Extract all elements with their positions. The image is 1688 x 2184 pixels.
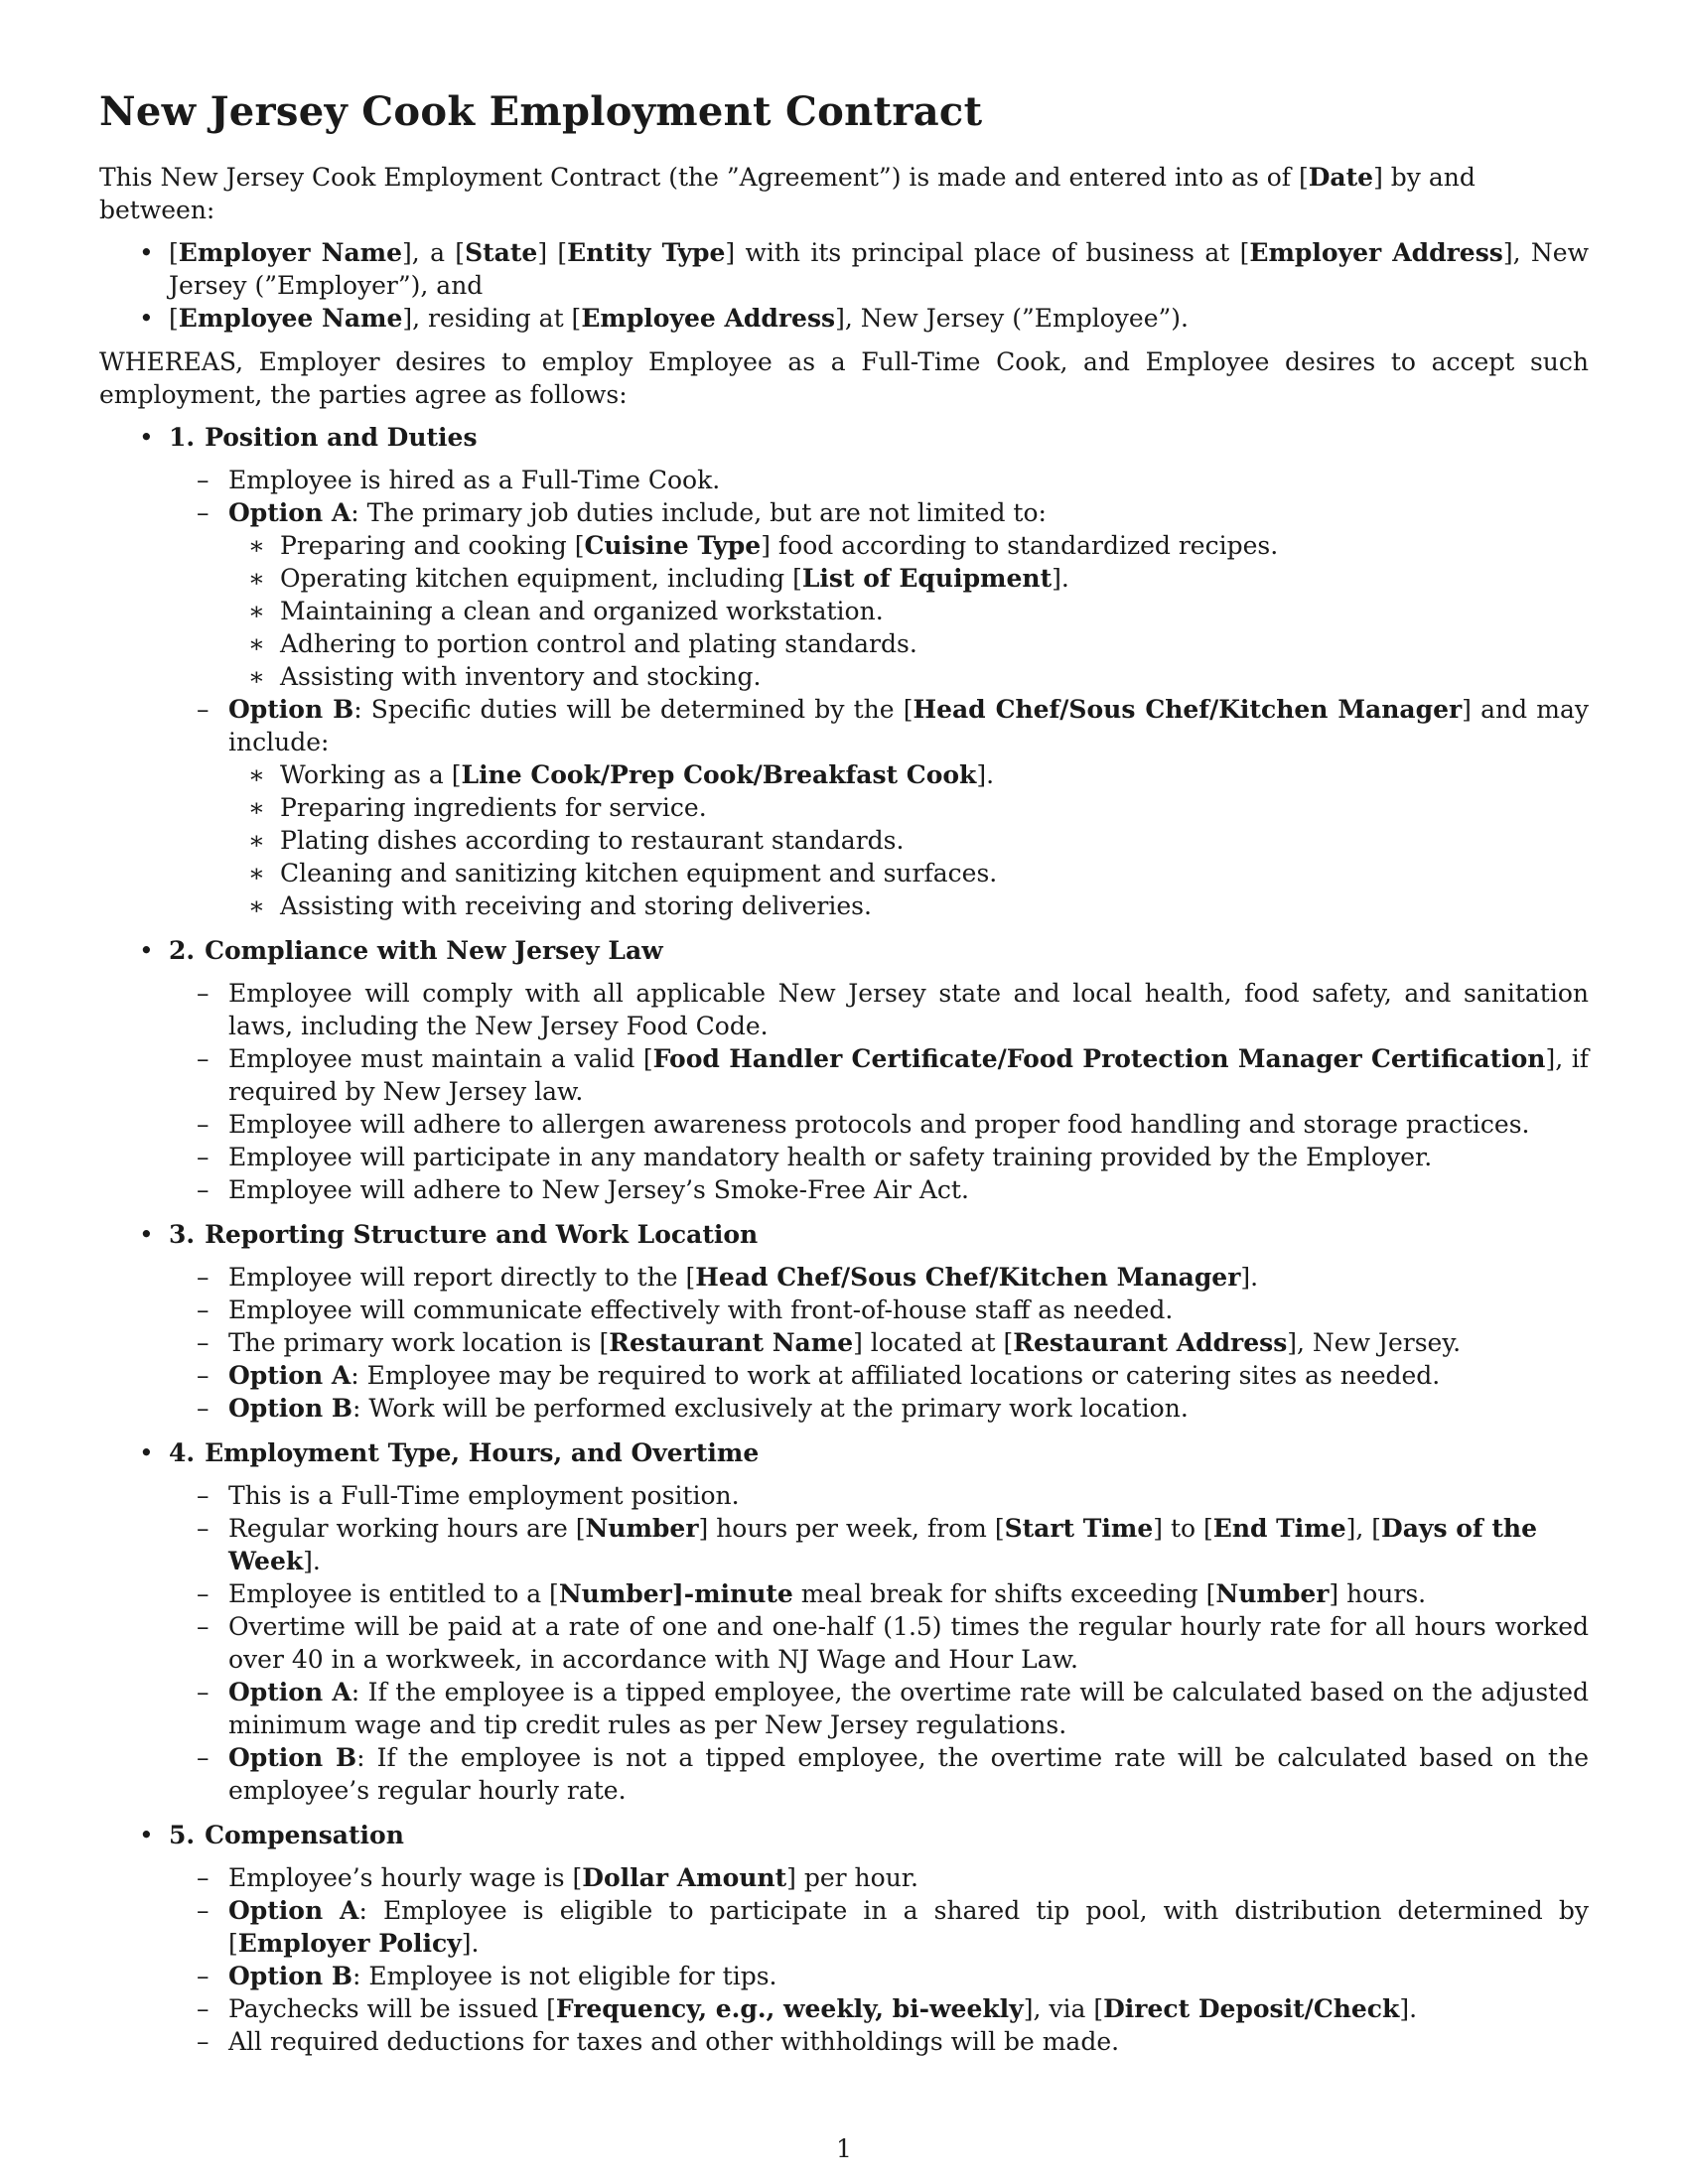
list-item: – Paychecks will be issued [Frequency, e.g., weekly, bi-weekly], via [Direct Deposit/Check]. xyxy=(169,1992,1589,2025)
option-b: – Option B: Employee is not eligible for tips. xyxy=(169,1960,1589,1992)
section-2-heading: • 2. Compliance with New Jersey Law xyxy=(169,936,663,965)
list-item: ∗ Assisting with receiving and storing deliveries. xyxy=(228,889,1589,922)
list-item: ∗ Preparing and cooking [Cuisine Type] food according to standardized recipes. xyxy=(228,529,1589,562)
intro-paragraph: This New Jersey Cook Employment Contract (the ”Agreement”) is made and entered into as of [Date] by and between: xyxy=(99,163,1476,224)
list-item: – Employee will participate in any mandatory health or safety training provided by the Employer. xyxy=(169,1141,1589,1173)
section-5 xyxy=(99,1819,1589,2058)
list-item: – Overtime will be paid at a rate of one and one-half (1.5) times the regular hourly rate for all hours worked over 40 in a workweek, in accordance with NJ Wage and Hour Law. xyxy=(169,1610,1589,1676)
whereas-paragraph: WHEREAS, Employer desires to employ Employee as a Full-Time Cook, and Employee desires to accept such employment, the parties agree as follows: xyxy=(99,347,1589,409)
list-item: ∗ Working as a [Line Cook/Prep Cook/Breakfast Cook]. xyxy=(228,758,1589,791)
section-3 xyxy=(99,1218,1589,1425)
parties-list xyxy=(99,236,1589,335)
list-item: ∗ Assisting with inventory and stocking. xyxy=(228,660,1589,693)
party-employer: • [Employer Name], a [State] [Entity Type] with its principal place of business at [Employer Address], New Jersey (”Employer”), and xyxy=(99,236,1589,302)
option-b: – Option B: Work will be performed exclusively at the primary work location. xyxy=(169,1392,1589,1425)
list-item: – All required deductions for taxes and other withholdings will be made. xyxy=(169,2025,1589,2058)
list-item: – Employee will communicate effectively with front-of-house staff as needed. xyxy=(169,1294,1589,1326)
option-a: – Option A: The primary job duties include, but are not limited to: ∗ Preparing and cooking [Cuisine Type] food according to standardized recipes. ∗ Operating kitchen equipment, including [List of Equipment]. ∗ Maintaining a clean and organized workstation. ∗ Adhering to portion control and plating standards. ∗ Assisting with inventory and stocking. xyxy=(169,496,1589,693)
list-item: – Employee will report directly to the [Head Chef/Sous Chef/Kitchen Manager]. xyxy=(169,1261,1589,1294)
list-item: – Employee will adhere to New Jersey’s Smoke-Free Air Act. xyxy=(169,1173,1589,1206)
list-item: ∗ Operating kitchen equipment, including [List of Equipment]. xyxy=(228,562,1589,595)
option-b: – Option B: Specific duties will be determined by the [Head Chef/Sous Chef/Kitchen Manager] and may include: ∗ Working as a [Line Cook/Prep Cook/Breakfast Cook]. ∗ Preparing ingredients for service. ∗ Plating dishes according to restaurant standards. ∗ Cleaning and sanitizing kitchen equipment and surfaces. ∗ Assisting with receiving and storing deliveries. xyxy=(169,693,1589,922)
option-a: – Option A: Employee may be required to work at affiliated locations or catering sites as needed. xyxy=(169,1359,1589,1392)
list-item: ∗ Cleaning and sanitizing kitchen equipment and surfaces. xyxy=(228,857,1589,889)
option-b: – Option B: If the employee is not a tipped employee, the overtime rate will be calculated based on the employee’s regular hourly rate. xyxy=(169,1741,1589,1807)
section-1 xyxy=(99,421,1589,922)
list-item: – Employee will comply with all applicable New Jersey state and local health, food safety, and sanitation laws, including the New Jersey Food Code. xyxy=(169,977,1589,1042)
list-item: ∗ Adhering to portion control and plating standards. xyxy=(228,627,1589,660)
list-item: – Employee is hired as a Full-Time Cook. xyxy=(169,464,1589,496)
list-item: – This is a Full-Time employment position. xyxy=(169,1479,1589,1512)
document-title: New Jersey Cook Employment Contract xyxy=(99,88,983,135)
section-1-heading: • 1. Position and Duties xyxy=(169,423,478,452)
section-2 xyxy=(99,934,1589,1206)
list-item: – Regular working hours are [Number] hours per week, from [Start Time] to [End Time], [Days of the Week]. xyxy=(169,1512,1589,1577)
section-3-heading: • 3. Reporting Structure and Work Location xyxy=(169,1220,759,1249)
list-item: – Employee will adhere to allergen awareness protocols and proper food handling and storage practices. xyxy=(169,1108,1589,1141)
section-4 xyxy=(99,1436,1589,1807)
list-item: ∗ Preparing ingredients for service. xyxy=(228,791,1589,824)
list-item: ∗ Maintaining a clean and organized workstation. xyxy=(228,595,1589,627)
list-item: – Employee’s hourly wage is [Dollar Amount] per hour. xyxy=(169,1861,1589,1894)
page-number: 1 xyxy=(836,2134,852,2163)
section-5-heading: • 5. Compensation xyxy=(169,1821,404,1849)
list-item: ∗ Plating dishes according to restaurant standards. xyxy=(228,824,1589,857)
document-page xyxy=(99,87,1589,2070)
list-item: – Employee is entitled to a [Number]-minute meal break for shifts exceeding [Number] hours. xyxy=(169,1577,1589,1610)
option-a: – Option A: Employee is eligible to participate in a shared tip pool, with distribution determined by [Employer Policy]. xyxy=(169,1894,1589,1960)
section-4-heading: • 4. Employment Type, Hours, and Overtime xyxy=(169,1438,760,1467)
list-item: – Employee must maintain a valid [Food Handler Certificate/Food Protection Manager Certification], if required by New Jersey law. xyxy=(169,1042,1589,1108)
option-a: – Option A: If the employee is a tipped employee, the overtime rate will be calculated based on the adjusted minimum wage and tip credit rules as per New Jersey regulations. xyxy=(169,1676,1589,1741)
list-item: – The primary work location is [Restaurant Name] located at [Restaurant Address], New Jersey. xyxy=(169,1326,1589,1359)
party-employee: • [Employee Name], residing at [Employee Address], New Jersey (”Employee”). xyxy=(99,302,1589,335)
sections-list xyxy=(99,421,1589,2058)
